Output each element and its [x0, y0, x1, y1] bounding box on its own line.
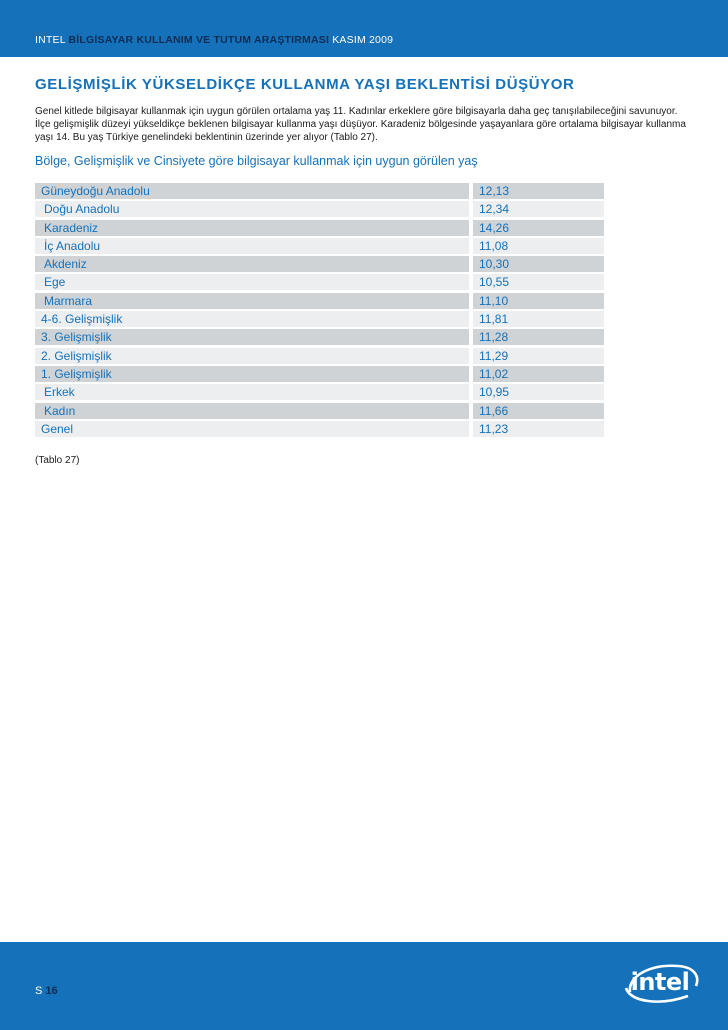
row-label: 4-6. Gelişmişlik [35, 311, 469, 327]
data-table [35, 183, 604, 439]
row-value: 12,34 [473, 201, 604, 217]
row-label: 3. Gelişmişlik [35, 329, 469, 345]
row-value: 10,55 [473, 274, 604, 290]
row-value: 11,29 [473, 348, 604, 364]
table-row [35, 293, 604, 309]
page-number-value: 16 [45, 985, 58, 997]
row-label: 2. Gelişmişlik [35, 348, 469, 364]
row-label: Doğu Anadolu [35, 201, 469, 217]
table-caption: Bölge, Gelişmişlik ve Cinsiyete göre bilgisayar kullanmak için uygun görülen yaş [35, 154, 478, 168]
row-value: 10,30 [473, 256, 604, 272]
row-value: 11,28 [473, 329, 604, 345]
table-row [35, 421, 604, 437]
row-label: Kadın [35, 403, 469, 419]
row-value: 11,81 [473, 311, 604, 327]
row-value: 12,13 [473, 183, 604, 199]
row-label: Marmara [35, 293, 469, 309]
table-row [35, 348, 604, 364]
row-value: 11,23 [473, 421, 604, 437]
table-row [35, 274, 604, 290]
footer-bar [0, 942, 728, 1030]
table-row [35, 256, 604, 272]
table-row [35, 329, 604, 345]
page-prefix: S [35, 985, 43, 997]
row-label: 1. Gelişmişlik [35, 366, 469, 382]
intel-logo [620, 958, 700, 1008]
table-row [35, 311, 604, 327]
row-value: 11,02 [473, 366, 604, 382]
title-suffix: KASIM 2009 [332, 34, 394, 46]
row-value: 11,66 [473, 403, 604, 419]
row-label: İç Anadolu [35, 238, 469, 254]
title-prefix: INTEL [35, 34, 66, 46]
table-row [35, 238, 604, 254]
table-row [35, 366, 604, 382]
row-value: 11,10 [473, 293, 604, 309]
logo-word: intel [630, 968, 690, 996]
row-label: Karadeniz [35, 220, 469, 236]
table-row [35, 183, 604, 199]
publication-title [35, 34, 393, 46]
table-row [35, 384, 604, 400]
row-value: 11,08 [473, 238, 604, 254]
row-value: 10,95 [473, 384, 604, 400]
row-value: 14,26 [473, 220, 604, 236]
row-label: Genel [35, 421, 469, 437]
row-label: Güneydoğu Anadolu [35, 183, 469, 199]
row-label: Akdeniz [35, 256, 469, 272]
row-label: Erkek [35, 384, 469, 400]
page-number [35, 985, 58, 997]
header-bar [0, 0, 728, 57]
title-bold: BİLGİSAYAR KULLANIM VE TUTUM ARAŞTIRMASI [68, 34, 330, 46]
table-row [35, 403, 604, 419]
row-label: Ege [35, 274, 469, 290]
section-heading: GELİŞMİŞLİK YÜKSELDİKÇE KULLANMA YAŞI BEKLENTİSİ DÜŞÜYOR [35, 76, 575, 93]
table-note: (Tablo 27) [35, 455, 80, 466]
table-row [35, 220, 604, 236]
intro-paragraph: Genel kitlede bilgisayar kullanmak için uygun görülen ortalama yaş 11. Kadınlar erkeklere göre bilgisayarla daha geç tanışılabileceğini savunuyor. İlçe gelişmişlik düzeyi yükseldikçe beklenen bilgisayar kullanma yaşı düşüyor. Karadeniz bölgesinde yaşayanlara göre ortalama bilgisayar kullanma yaşı 14. Bu yaş Türkiye genelindeki beklentinin üzerinde yer alıyor (Tablo 27). [35, 106, 686, 143]
table-row [35, 201, 604, 217]
